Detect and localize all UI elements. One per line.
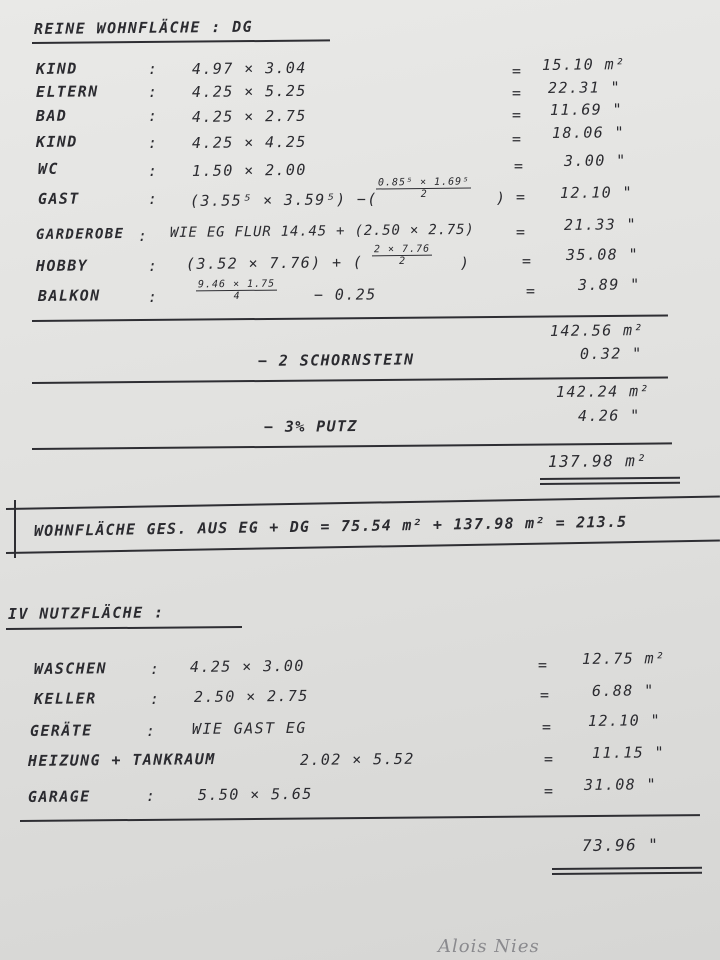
equals: =	[543, 781, 555, 800]
separator: :	[149, 659, 161, 678]
title-underline	[6, 626, 242, 630]
box-bottom-rule	[6, 540, 720, 554]
room-name: GARAGE	[27, 787, 91, 806]
room-calc-close: )	[459, 253, 471, 272]
separator: :	[147, 256, 159, 275]
room-name: WC	[37, 159, 59, 178]
room-name: GERÄTE	[29, 721, 93, 740]
equals: =	[541, 717, 553, 736]
fraction-denominator: 2	[420, 188, 427, 201]
equals: =	[515, 187, 527, 206]
equals: =	[515, 222, 527, 241]
total-double-rule	[540, 482, 680, 485]
room-name: KELLER	[33, 689, 97, 708]
nf-total-value: 73.96 "	[581, 835, 660, 855]
room-name: BAD	[35, 106, 68, 125]
deduction-value: 0.32 "	[579, 344, 643, 363]
separator: :	[147, 189, 159, 208]
room-name: GARDEROBE	[35, 226, 125, 243]
equals: =	[521, 251, 533, 270]
room-calc-tail: − 0.25	[313, 285, 377, 304]
room-calc: 4.97 × 3.04	[191, 58, 307, 78]
separator: :	[145, 721, 157, 740]
dg-total-value: 137.98 m²	[547, 450, 648, 471]
fraction	[196, 279, 277, 303]
box-top-rule	[6, 496, 720, 510]
equals: =	[511, 105, 523, 124]
total-double-rule	[552, 872, 702, 875]
room-calc: 4.25 × 2.75	[191, 106, 307, 126]
room-name: WASCHEN	[33, 659, 108, 678]
separator: :	[147, 82, 159, 101]
room-value: 21.33 "	[563, 215, 638, 234]
separator: :	[147, 59, 159, 78]
room-value: 11.15 "	[591, 743, 666, 762]
room-value: 6.88 "	[591, 681, 655, 700]
total-double-rule	[540, 477, 680, 480]
room-calc: (3.52 × 7.76) + (	[185, 253, 364, 273]
room-value: 12.10 "	[587, 711, 662, 730]
room-name: GAST	[37, 189, 80, 208]
room-value: 3.00 "	[563, 151, 627, 170]
room-name: ELTERN	[35, 82, 99, 101]
nf-section-title: IV NUTZFLÄCHE :	[7, 603, 165, 623]
room-name: KIND	[35, 59, 78, 78]
equals: =	[513, 156, 525, 175]
room-name: KIND	[35, 132, 78, 151]
fraction-numerator: 2 × 7.76	[372, 244, 432, 257]
fraction-denominator: 2	[399, 255, 406, 268]
fraction	[372, 244, 432, 268]
room-calc: 4.25 × 3.00	[189, 656, 305, 676]
room-value: 18.06 "	[551, 123, 626, 142]
equals: =	[543, 749, 555, 768]
equals: =	[511, 129, 523, 148]
fraction-numerator: 9.46 × 1.75	[196, 279, 277, 292]
room-calc: WIE EG FLUR 14.45 + (2.50 × 2.75)	[169, 221, 475, 241]
room-value: 31.08 "	[583, 775, 658, 794]
deduction-label: − 2 SCHORNSTEIN	[257, 350, 415, 370]
room-name: BALKON	[37, 286, 101, 305]
sum-rule	[32, 442, 672, 450]
signature: Alois Nies	[438, 936, 540, 957]
room-calc: 2.50 × 2.75	[193, 686, 309, 706]
sum-rule	[20, 814, 700, 822]
separator: :	[147, 133, 159, 152]
separator: :	[137, 226, 149, 245]
subtotal-value: 142.56 m²	[549, 321, 644, 340]
deduction-label: − 3% PUTZ	[263, 417, 358, 436]
room-value: 15.10 m²	[541, 55, 626, 74]
equals: =	[525, 281, 537, 300]
room-value: 22.31 "	[547, 78, 622, 97]
room-name: HOBBY	[35, 256, 89, 275]
combined-area-line: WOHNFLÄCHE GES. AUS EG + DG = 75.54 m² + 137.98 m² = 213.5	[33, 512, 628, 540]
room-calc-close: )	[495, 188, 507, 207]
separator: :	[147, 287, 159, 306]
room-calc: 4.25 × 5.25	[191, 81, 307, 101]
room-calc: WIE GAST EG	[191, 718, 307, 738]
fraction-denominator: 4	[233, 290, 240, 303]
room-name: HEIZUNG + TANKRAUM	[27, 750, 216, 770]
room-value: 12.10 "	[559, 183, 634, 202]
room-value: 3.89 "	[577, 275, 641, 294]
separator: :	[145, 786, 157, 805]
equals: =	[537, 655, 549, 674]
room-calc: 1.50 × 2.00	[191, 160, 307, 180]
separator: :	[147, 161, 159, 180]
fraction	[376, 177, 472, 201]
room-value: 35.08 "	[565, 245, 640, 264]
room-calc: (3.55⁵ × 3.59⁵) −(	[189, 190, 378, 210]
dg-section-title: REINE WOHNFLÄCHE : DG	[33, 17, 254, 38]
room-value: 12.75 m²	[581, 649, 666, 668]
room-calc: 4.25 × 4.25	[191, 132, 307, 152]
title-underline	[32, 39, 330, 44]
room-value: 11.69 "	[549, 100, 624, 119]
total-double-rule	[552, 867, 702, 870]
equals: =	[511, 83, 523, 102]
room-calc: 2.02 × 5.52	[299, 749, 415, 769]
room-calc: 5.50 × 5.65	[197, 784, 313, 804]
box-left-rule	[14, 500, 16, 558]
subtotal-value: 142.24 m²	[555, 382, 650, 401]
deduction-value: 4.26 "	[577, 406, 641, 425]
separator: :	[149, 689, 161, 708]
fraction-numerator: 0.85⁵ × 1.69⁵	[376, 177, 471, 190]
equals: =	[539, 685, 551, 704]
separator: :	[147, 106, 159, 125]
equals: =	[511, 61, 523, 80]
